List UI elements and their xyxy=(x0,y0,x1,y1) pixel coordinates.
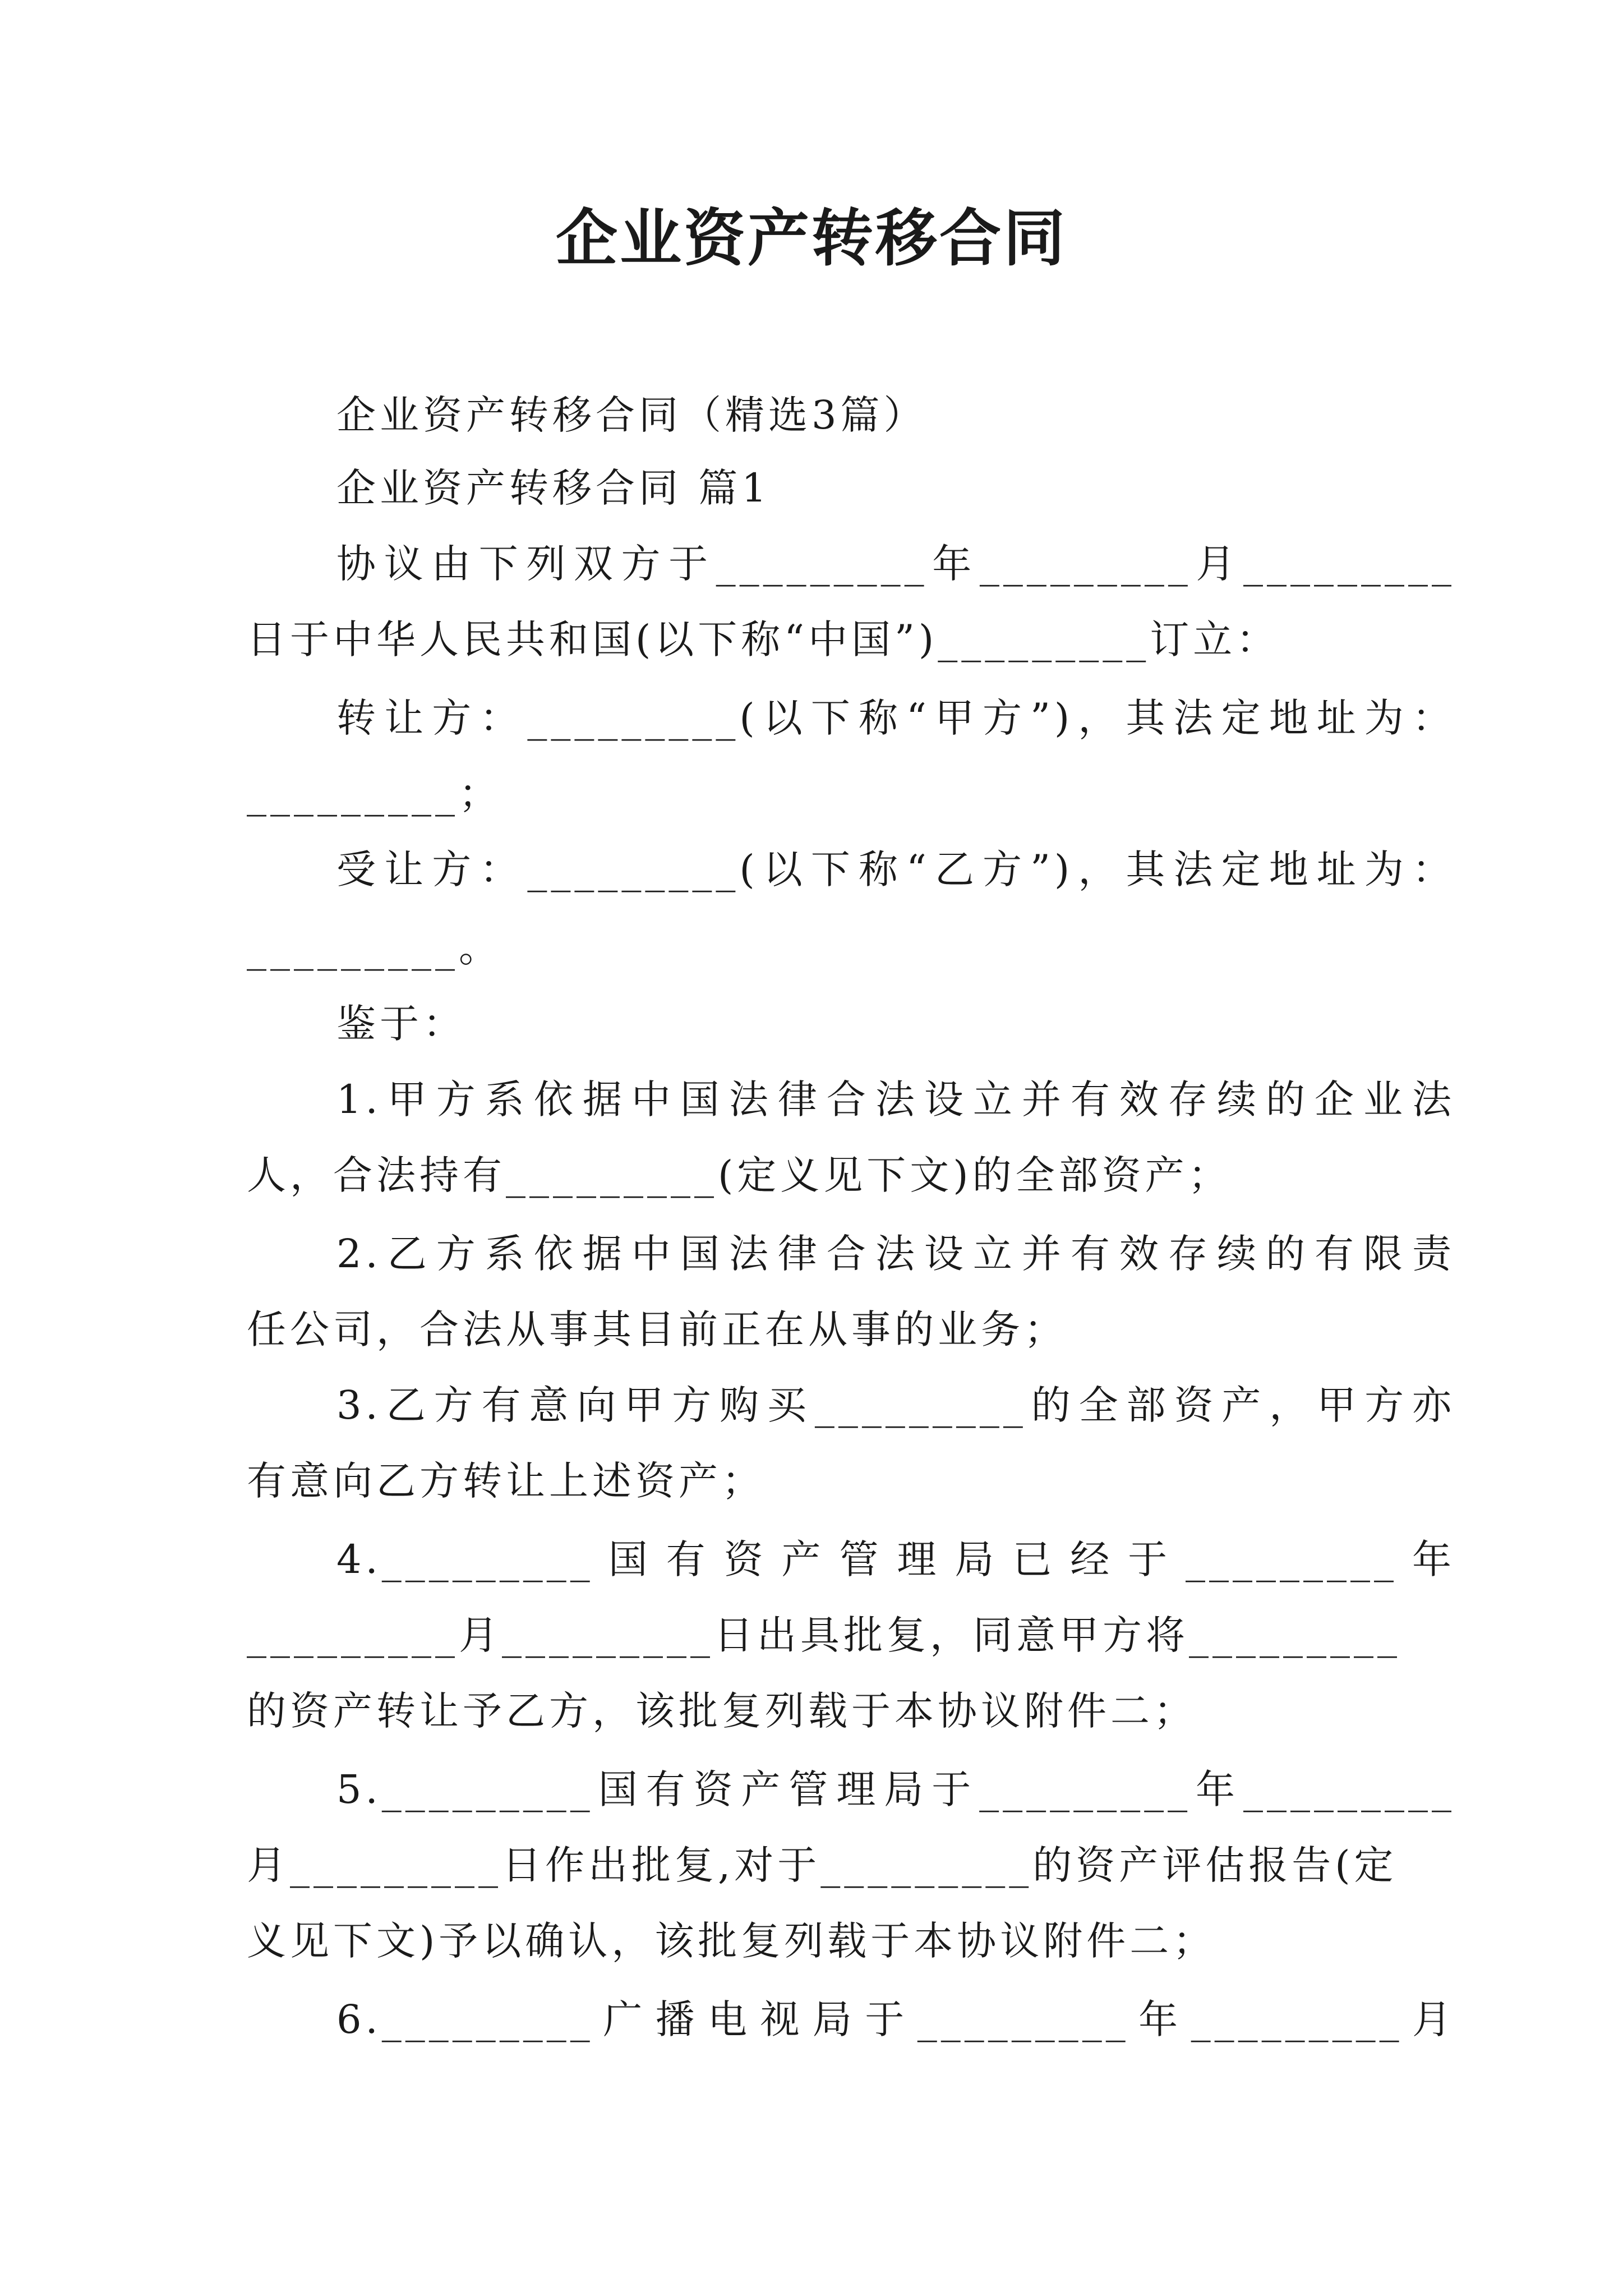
text-line: 义见下文)予以确认，该批复列载于本协议附件二； xyxy=(247,1918,1216,1964)
text-line: 4._________国有资产管理局已经于_________年 xyxy=(336,1536,1455,1582)
text-line: 日于中华人民共和国(以下称“中国”)_________订立： xyxy=(247,616,1280,662)
text-line: _________； xyxy=(247,771,502,817)
text-line: 转让方：_________(以下称“甲方”)，其法定地址为： xyxy=(336,695,1455,741)
text-line: 的资产转让予乙方，该批复列载于本协议附件二； xyxy=(247,1688,1197,1734)
text-line: 1.甲方系依据中国法律合法设立并有效存续的企业法 xyxy=(336,1076,1455,1122)
text-line: 企业资产转移合同 篇1 xyxy=(336,465,771,511)
text-line: 2.乙方系依据中国法律合法设立并有效存续的有限责 xyxy=(336,1231,1455,1277)
text-line: 3.乙方有意向甲方购买_________的全部资产，甲方亦 xyxy=(336,1382,1455,1428)
text-line: 5._________国有资产管理局于_________年_________ xyxy=(336,1766,1455,1812)
text-line: 人，合法持有_________(定义见下文)的全部资产； xyxy=(247,1152,1232,1198)
text-line: 受让方：_________(以下称“乙方”)，其法定地址为： xyxy=(336,846,1455,892)
document-title: 企业资产转移合同 xyxy=(556,202,1067,274)
text-line: 协议由下列双方于_________年_________月_________ xyxy=(336,541,1455,587)
text-line: 有意向乙方转让上述资产； xyxy=(247,1458,765,1504)
text-line: 6._________广播电视局于_________年_________月 xyxy=(336,1996,1455,2042)
text-line: 鉴于： xyxy=(336,1001,466,1047)
text-line: _________。 xyxy=(247,925,502,971)
text-line: _________月_________日出具批复，同意甲方将_________ xyxy=(247,1612,1401,1658)
text-line: 月_________日作出批复,对于_________的资产评估报告(定 xyxy=(247,1842,1398,1888)
text-line: 企业资产转移合同（精选3篇） xyxy=(336,392,927,438)
text-line: 任公司，合法从事其目前正在从事的业务； xyxy=(247,1306,1067,1352)
